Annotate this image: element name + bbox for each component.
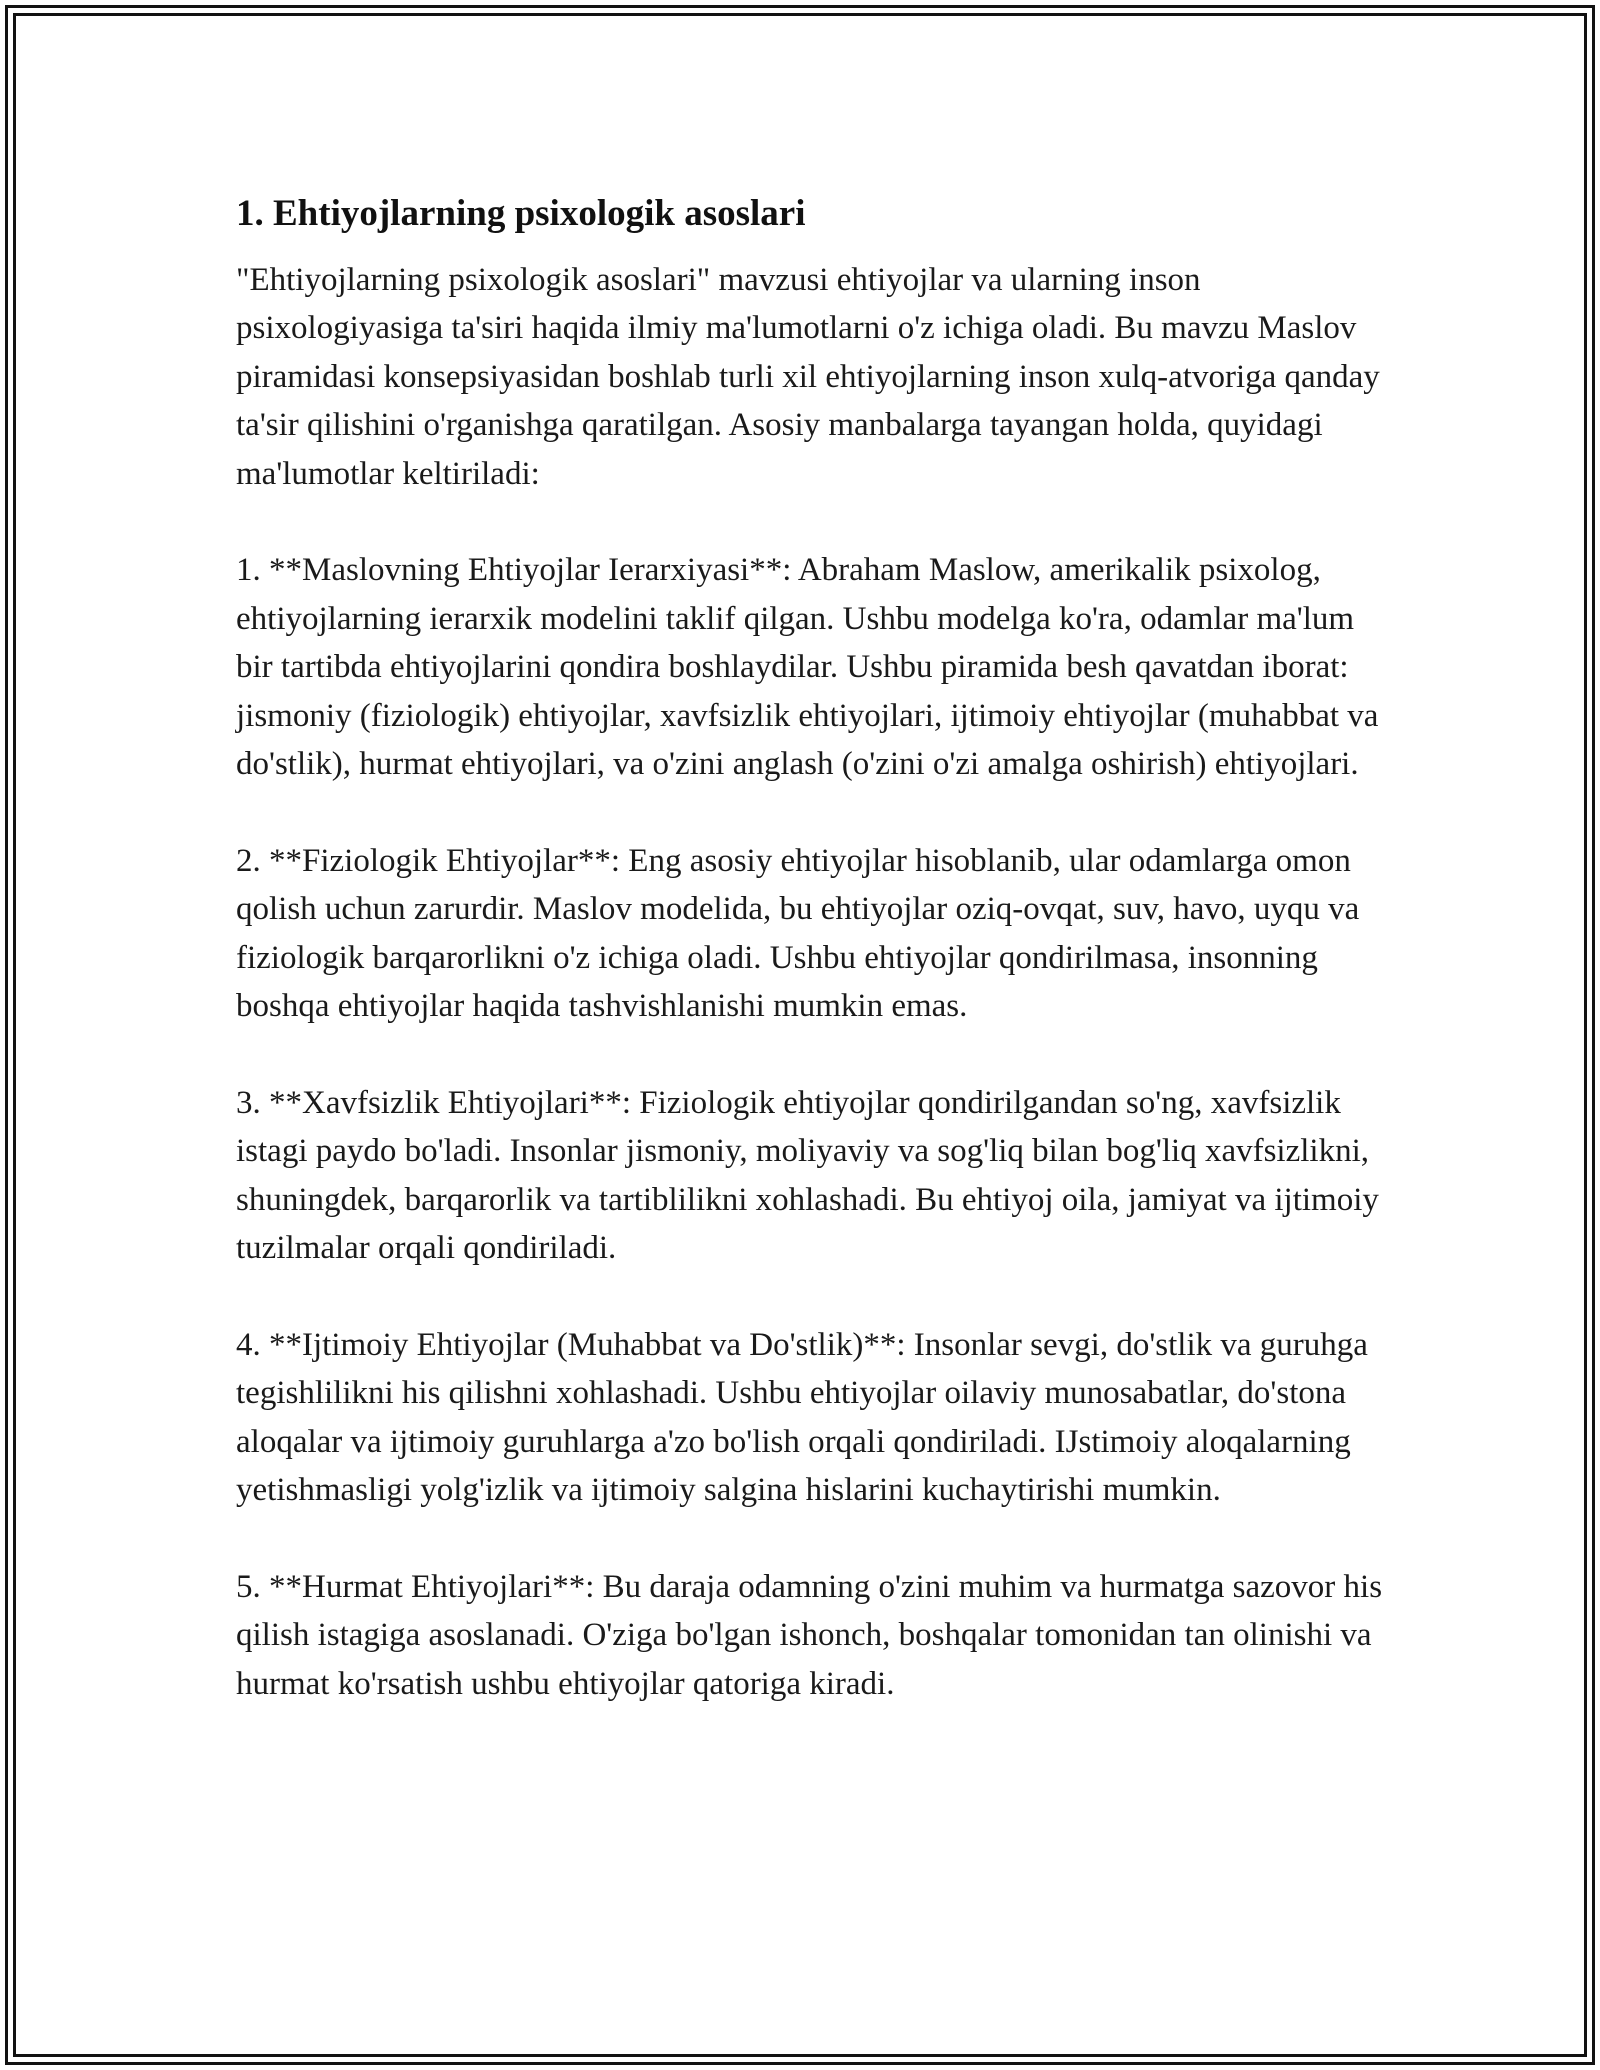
paragraph-maslow-hierarchy: 1. **Maslovning Ehtiyojlar Ierarxiyasi**: Abraham Maslow, amerikalik psixolog, ehtiyojlarning ierarxik modelini taklif qilgan. Ushbu modelga ko'ra, odamlar ma'lum bir tartibda ehtiyojlarini qondira boshlaydilar. Ushbu piramida besh qavatdan iborat: jismoniy (fiziologik) ehtiyojlar, xavfsizlik ehtiyojlari, ijtimoiy ehtiyojlar (muhabbat va do'stlik), hurmat ehtiyojlari, va o'zini anglash (o'zini o'zi amalga oshirish) ehtiyojlari. [236,552,1379,783]
intro-paragraph: "Ehtiyojlarning psixologik asoslari" mavzusi ehtiyojlar va ularning inson psixologiyasiga ta'siri haqida ilmiy ma'lumotlarni o'z ichiga oladi. Bu mavzu Maslov piramidasi konsepsiyasidan boshlab turli xil ehtiyojlarning inson xulq-atvoriga qanday ta'sir qilishini o'rganishga qaratilgan. Asosiy manbalarga tayangan holda, quyidagi ma'lumotlar keltiriladi: [236,262,1380,492]
paragraph-physiological-needs: 2. **Fiziologik Ehtiyojlar**: Eng asosiy ehtiyojlar hisoblanib, ular odamlarga omon qolish uchun zarurdir. Maslov modelida, bu ehtiyojlar oziq-ovqat, suv, havo, uyqu va fiziologik barqarorlikni o'z ichiga oladi. Ushbu ehtiyojlar qondirilmasa, insonning boshqa ehtiyojlar haqida tashvishlanishi mumkin emas. [236,842,1360,1025]
document-title: 1. Ehtiyojlarning psixologik asoslari [236,193,806,234]
paragraph-esteem-needs: 5. **Hurmat Ehtiyojlari**: Bu daraja odamning o'zini muhim va hurmatga sazovor his qilish istagiga asoslanadi. O'ziga bo'lgan ishonch, boshqalar tomonidan tan olinishi va hurmat ko'rsatish ushbu ehtiyojlar qatoriga kiradi. [236,1568,1383,1702]
paragraph-safety-needs: 3. **Xavfsizlik Ehtiyojlari**: Fiziologik ehtiyojlar qondirilgandan so'ng, xavfsizlik istagi paydo bo'ladi. Insonlar jismoniy, moliyaviy va sog'liq bilan bog'liq xavfsizlikni, shuningdek, barqarorlik va tartiblilikni xohlashadi. Bu ehtiyoj oila, jamiyat va ijtimoiy tuzilmalar orqali qondiriladi. [236,1084,1379,1267]
paragraph-social-needs: 4. **Ijtimoiy Ehtiyojlar (Muhabbat va Do'stlik)**: Insonlar sevgi, do'stlik va guruhga tegishlilikni his qilishni xohlashadi. Ushbu ehtiyojlar oilaviy munosabatlar, do'stona aloqalar va ijtimoiy guruhlarga a'zo bo'lish orqali qondiriladi. IJstimoiy aloqalarning yetishmasligi yolg'izlik va ijtimoiy salgina hislarini kuchaytirishi mumkin. [236,1326,1368,1509]
document-body [236,186,1386,1757]
